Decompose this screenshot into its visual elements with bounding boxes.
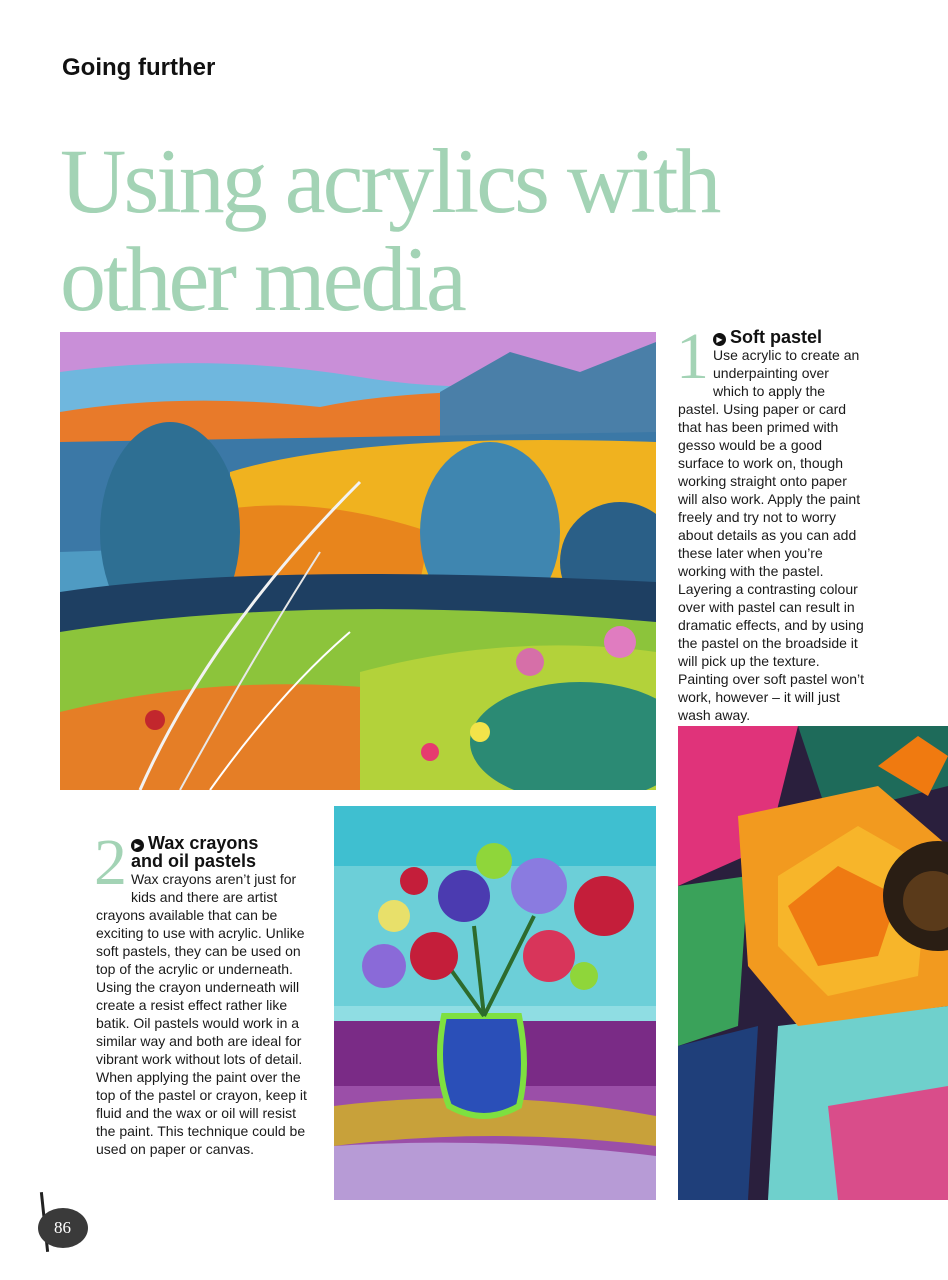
tip-number: 2 (94, 826, 127, 899)
page-number-badge (30, 1192, 92, 1256)
page-number: 86 (54, 1218, 71, 1237)
tip-heading-line-1: Wax crayons (148, 833, 259, 853)
tip-heading (96, 834, 318, 870)
section-label: Going further (62, 54, 216, 81)
tip-soft-pastel (676, 320, 864, 724)
tip-body: Use acrylic to create an underpainting over which to apply the pastel. Using paper or card that has been primed with gesso would be a good surface to work on, though working straight onto paper will also work. Apply the paint freely and try not to worry about details as you can add these later when you’re working with the pastel. Layering a contrasting colour over with pastel can result in dramatic effects, and by using the pastel on the broadside it will pick up the texture. Painting over soft pastel won’t work, however – it will just wash away. (678, 347, 864, 723)
tip-heading-text: Soft pastel (730, 327, 823, 347)
arrow-right-icon: ▶ (713, 333, 726, 346)
page-title (60, 132, 780, 328)
flower-vase-painting-image (334, 806, 656, 1200)
arrow-right-icon: ▶ (131, 839, 144, 852)
tip-body: Wax crayons aren’t just for kids and there are artist crayons available that can be exciting to use with acrylic. Unlike soft pastels, they can be used on top of the acrylic or underneath. Using the crayon underneath will create a resist effect rather like batik. Oil pastels would work in a similar way and both are ideal for vibrant work without lots of detail. When applying the paint over the top of the pastel or crayon, keep it fluid and the wax or oil will resist the paint. This technique could be used on paper or canvas. (96, 871, 307, 1157)
page-title-line-2: other media (60, 228, 464, 330)
tip-heading-line-2: and oil pastels (131, 851, 257, 871)
landscape-painting-image (60, 332, 656, 790)
sunflower-painting-image (678, 726, 948, 1200)
page-title-line-1: Using acrylics with (60, 130, 719, 232)
tip-wax-crayons (94, 826, 318, 1158)
tip-number: 1 (676, 320, 709, 393)
